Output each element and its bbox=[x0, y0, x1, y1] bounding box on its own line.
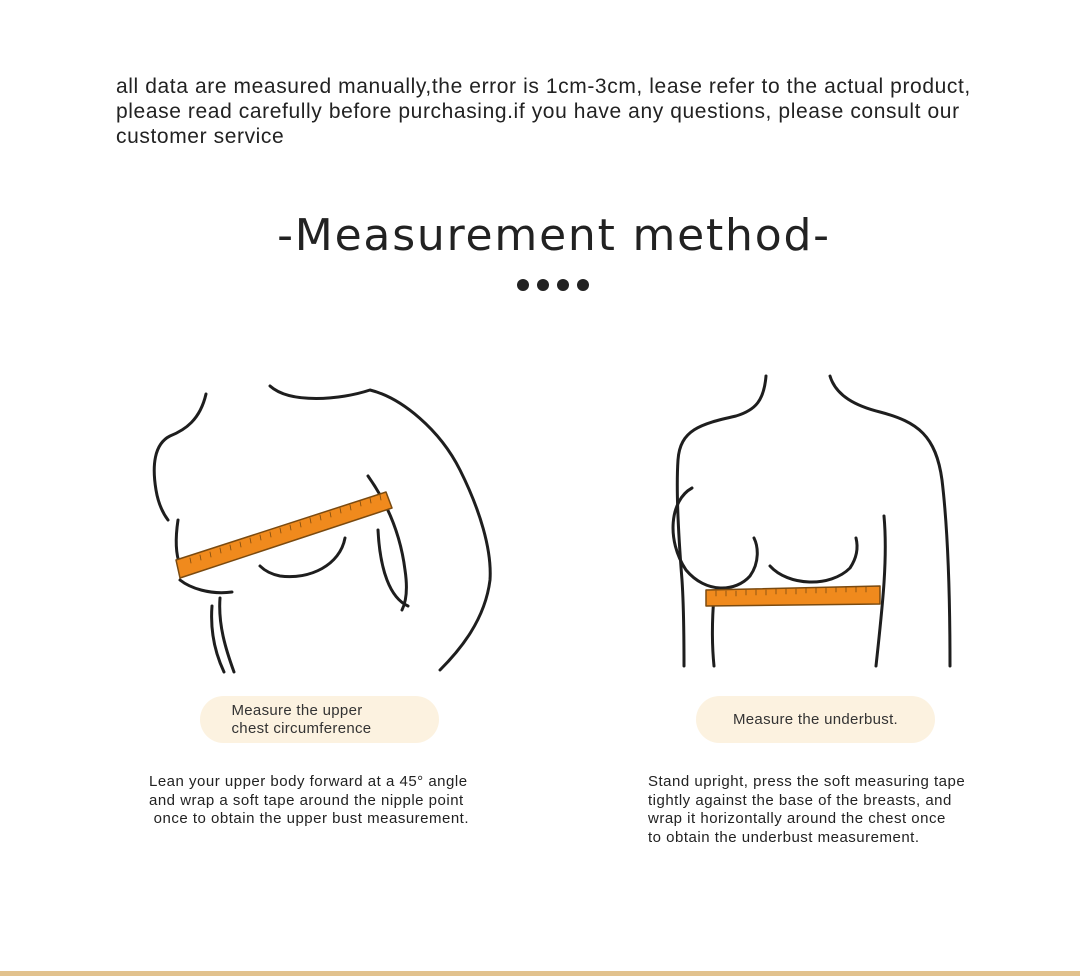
underbust-description bbox=[648, 773, 965, 847]
description-line: to obtain the underbust measurement. bbox=[648, 828, 920, 846]
label-line: chest circumference bbox=[231, 719, 372, 737]
body-outline-line bbox=[673, 488, 757, 588]
description-line: and wrap a soft tape around the nipple point bbox=[149, 791, 464, 809]
label-line: Measure the upper bbox=[231, 701, 363, 719]
upper-chest-illustration bbox=[140, 370, 510, 680]
body-outline-line bbox=[154, 394, 206, 520]
divider-dot bbox=[517, 279, 529, 291]
divider-dot bbox=[557, 279, 569, 291]
measuring-tape bbox=[176, 492, 392, 578]
description-line: Stand upright, press the soft measuring tape bbox=[648, 773, 966, 790]
divider-dot bbox=[537, 279, 549, 291]
body-outline-line bbox=[770, 538, 857, 582]
upper-chest-label bbox=[200, 696, 439, 743]
notice-line: all data are measured manually,the error is 1cm-3cm, lease refer to the actual product, bbox=[116, 75, 971, 98]
body-outline-line bbox=[677, 376, 766, 666]
body-outline-line bbox=[830, 376, 950, 666]
notice-line: please read carefully before purchasing.if you have any questions, please consult our bbox=[116, 100, 960, 123]
body-outline-line bbox=[212, 606, 224, 672]
measuring-tape bbox=[706, 586, 880, 606]
description-line: tightly against the base of the breasts, and bbox=[648, 791, 952, 809]
section-title: -Measurement method- bbox=[277, 210, 831, 261]
underbust-illustration bbox=[660, 370, 970, 680]
body-outline-line bbox=[180, 580, 232, 593]
title-dots-divider bbox=[517, 279, 589, 291]
label-line: Measure the underbust. bbox=[732, 710, 899, 728]
underbust-label bbox=[696, 696, 935, 743]
description-line: once to obtain the upper bust measurement. bbox=[149, 810, 470, 827]
divider-dot bbox=[577, 279, 589, 291]
body-outline-line bbox=[220, 598, 234, 672]
description-line: wrap it horizontally around the chest once bbox=[648, 810, 946, 827]
footer-accent-bar bbox=[0, 971, 1080, 976]
description-line: Lean your upper body forward at a 45° angle bbox=[149, 773, 468, 790]
upper-chest-description bbox=[149, 773, 469, 829]
notice-line: customer service bbox=[116, 125, 285, 148]
disclaimer-notice bbox=[116, 74, 1016, 149]
